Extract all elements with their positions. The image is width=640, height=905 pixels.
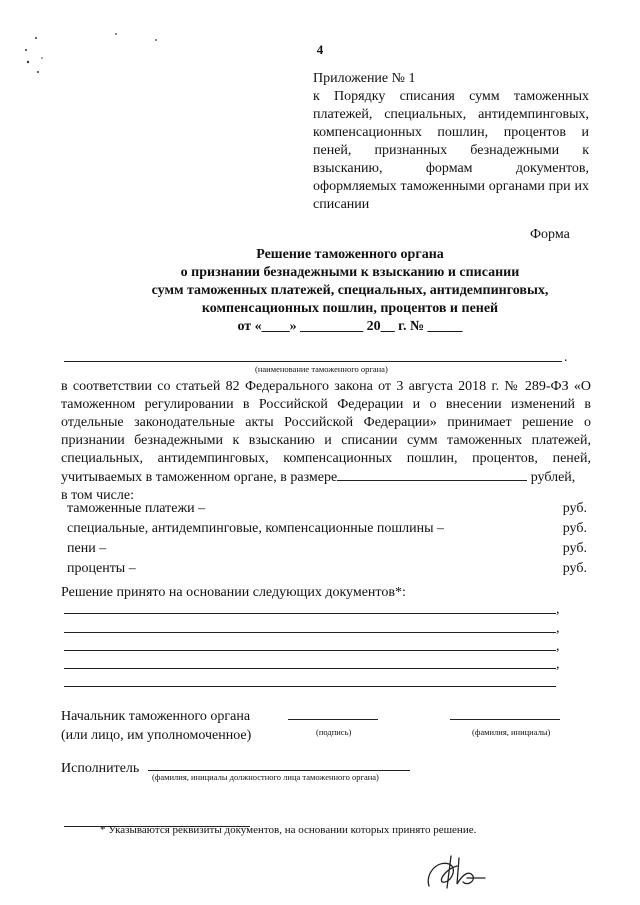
row-unit: руб. (562, 521, 587, 536)
amounts-list (67, 499, 587, 579)
row-unit: руб. (562, 561, 587, 576)
handwritten-signature (423, 848, 491, 896)
signature-caption: (подпись) (316, 727, 352, 737)
title-line-3: сумм таможенных платежей, специальных, антидемпинговых, (151, 283, 549, 298)
signature-line[interactable] (288, 719, 378, 720)
head-name-line[interactable] (450, 719, 560, 720)
title-line-4: компенсационных пошлин, процентов и пеней (201, 301, 499, 316)
line-comma: , (556, 621, 560, 636)
documents-label: Решение принято на основании следующих документов*: (61, 585, 406, 600)
row-unit: руб. (562, 501, 587, 516)
amount-row-duties (67, 519, 587, 539)
amount-row-customs (67, 499, 587, 519)
row-unit: руб. (562, 541, 587, 556)
line-comma: , (556, 602, 560, 617)
row-label: таможенные платежи – (67, 501, 206, 516)
including-label: в том числе: (61, 488, 134, 503)
title-line-2: о признании безнадежными к взысканию и списании (180, 265, 520, 280)
document-title (100, 246, 600, 336)
amount-row-penalties (67, 539, 587, 559)
executor-caption: (фамилия, инициалы должностного лица таможенного органа) (152, 772, 379, 782)
amount-row-interest (67, 559, 587, 579)
row-label: специальные, антидемпинговые, компенсационные пошлины – (67, 521, 445, 536)
document-line-2[interactable] (64, 632, 556, 633)
title-date-number: от «____» _________ 20__ г. № _____ (237, 319, 463, 334)
rubles-label: рублей, (530, 470, 576, 485)
row-label: пени – (67, 541, 107, 556)
document-line-1[interactable] (64, 613, 556, 614)
document-line-3[interactable] (64, 650, 556, 651)
appendix-title: Приложение № 1 (313, 71, 416, 86)
head-name-caption: (фамилия, инициалы) (472, 727, 551, 737)
appendix-text: к Порядку списания сумм таможенных платежей, специальных, антидемпинговых, компенсационных пошлин, процентов и пеней, признанных безнадежными к взысканию, формам документов, оформляемых таможенными органами при их списании (313, 89, 589, 212)
customs-body-line[interactable] (64, 361, 562, 362)
title-line-1: Решение таможенного органа (256, 247, 444, 262)
executor-label: Исполнитель (61, 761, 140, 776)
amount-blank[interactable] (337, 468, 527, 481)
line-comma: , (556, 639, 560, 654)
decision-paragraph (61, 378, 591, 505)
executor-line[interactable] (148, 770, 410, 771)
head-line-2: (или лицо, им уполномоченное) (61, 728, 252, 743)
page-number: 4 (316, 42, 324, 57)
footnote: * Указываются реквизиты документов, на основании которых принято решение. (100, 824, 477, 836)
form-label: Форма (530, 227, 570, 242)
document-line-5[interactable] (64, 686, 556, 687)
appendix-block (313, 70, 589, 214)
row-label: проценты – (67, 561, 136, 576)
customs-body-period: . (564, 350, 568, 365)
decision-text: в соответствии со статьей 82 Федерального закона от 3 августа 2018 г. № 289-ФЗ «О таможенном регулировании в Российской Федерации и о внесении изменений в отдельные законодательные акты Российской Федерации» принимает решение о признании безнадежными к взысканию и списании сумм таможенных платежей, специальных, антидемпинговых, компенсационных пошлин, процентов, пеней, учитываемых в таможенном органе, в размере (61, 379, 591, 485)
line-comma: , (556, 657, 560, 672)
customs-body-caption: (наименование таможенного органа) (255, 364, 388, 374)
head-line-1: Начальник таможенного органа (61, 709, 251, 724)
document-line-4[interactable] (64, 668, 556, 669)
head-label (61, 707, 291, 745)
